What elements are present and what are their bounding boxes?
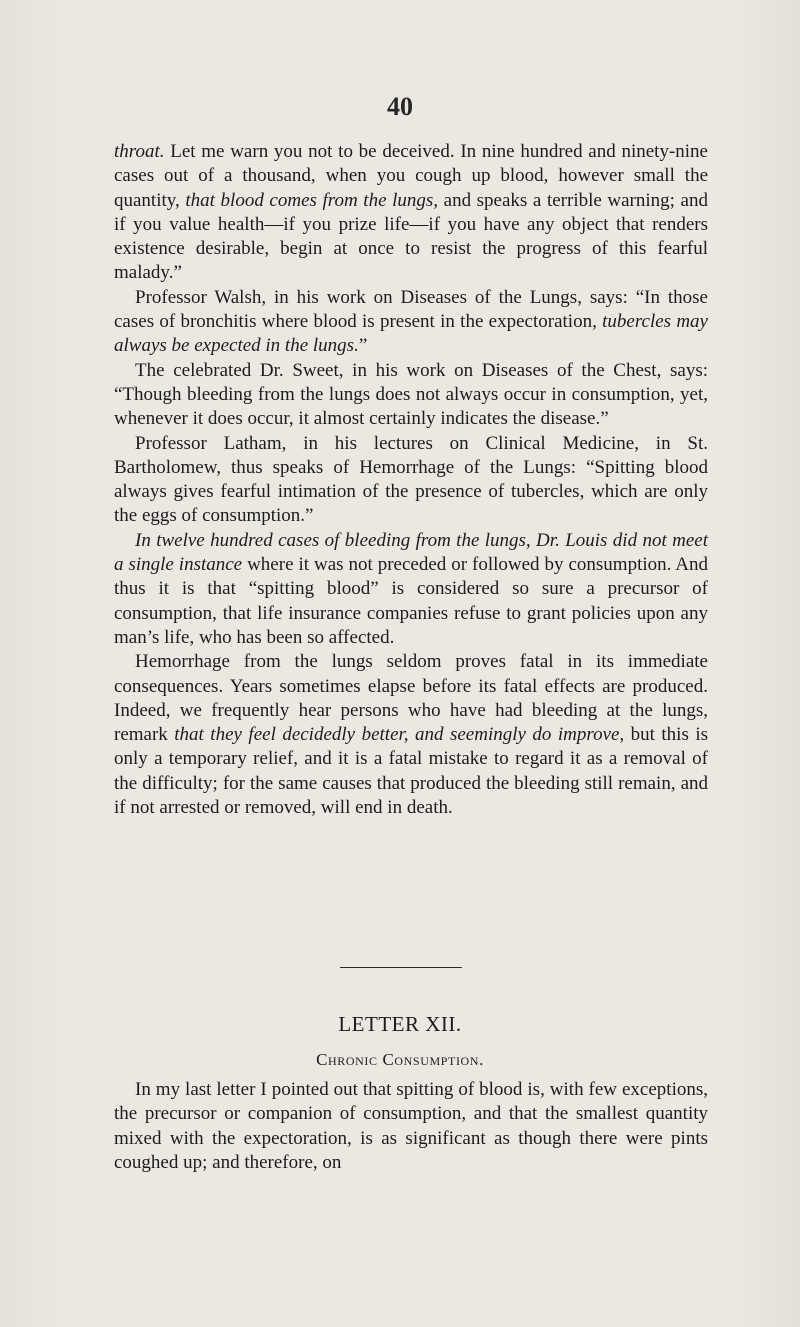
- italic-text: tubercles may always be expected in the lungs.: [114, 311, 708, 357]
- text-run: Let me warn you not to be deceived. In nine hundred and ninety-nine cases out of a thousand, when you cough up blood, however small the quantity,: [114, 141, 708, 211]
- paragraph: [114, 286, 708, 359]
- letter-subtitle: Chronic Consumption.: [316, 1050, 484, 1069]
- paragraph: [114, 140, 708, 286]
- italic-text: that they feel decidedly better, and seemingly do improve,: [174, 724, 625, 746]
- paragraph: [114, 529, 708, 650]
- italic-text: In twelve hundred cases of bleeding from the lungs, Dr. Louis did not meet a single instance: [114, 529, 708, 576]
- text-run: Professor Walsh, in his work on Diseases of the Lungs, says: “In those cases of bronchitis where blood is present in the expectoration,: [114, 286, 708, 333]
- page-number: 40: [387, 92, 413, 121]
- letter-title: LETTER XII.: [338, 1012, 462, 1036]
- paragraph: [114, 432, 708, 529]
- text-run: Professor Latham, in his lectures on Clinical Medicine, in St. Bartholomew, thus speaks of Hemorrhage of the Lungs: “Spitting blood always gives fearful intimation of the presence of tubercles, which are only the eggs of consumption.”: [114, 432, 708, 527]
- text-run: Hemorrhage from the lungs seldom proves fatal in its immediate consequences. Years sometimes elapse before its fatal effects are produced. Indeed, we frequently hear persons who have had bleeding at the lungs, remark: [114, 651, 708, 746]
- section-divider: [340, 967, 462, 968]
- paragraph: [114, 359, 708, 432]
- main-text: [114, 140, 708, 820]
- letter-text: [114, 1078, 708, 1175]
- text-run: The celebrated Dr. Sweet, in his work on Diseases of the Chest, says: “Though bleeding from the lungs does not always occur in consumption, yet, whenever it does occur, it almost certainly indicates the disease.”: [114, 359, 708, 430]
- paragraph: [114, 1078, 708, 1175]
- text-run: ”: [358, 335, 368, 357]
- italic-text: that blood comes from the lungs,: [185, 189, 439, 211]
- text-run: In my last letter I pointed out that spitting of blood is, with few exceptions, the precursor or companion of consumption, and that the smallest quantity mixed with the expectoration, is as significant as though there were pints coughed up; and therefore, on: [114, 1079, 708, 1173]
- text-run: but this is only a temporary relief, and it is a fatal mistake to regard it as a removal of the difficulty; for the same causes that produced the bleeding still remain, and if not arrested or removed, will end in death.: [114, 724, 708, 819]
- italic-text: throat.: [114, 141, 165, 162]
- text-run: where it was not preceded or followed by consumption. And thus it is that “spitting blood” is considered so sure a precursor of consumption, that life insurance companies refuse to grant policies upon any man’s life, who has been so affected.: [114, 554, 709, 648]
- paragraph: [114, 650, 708, 820]
- text-run: and speaks a terrible warning; and if you value health—if you prize life—if you have any object that renders existence desirable, begin at once to resist the progress of this fearful malady.”: [114, 189, 708, 284]
